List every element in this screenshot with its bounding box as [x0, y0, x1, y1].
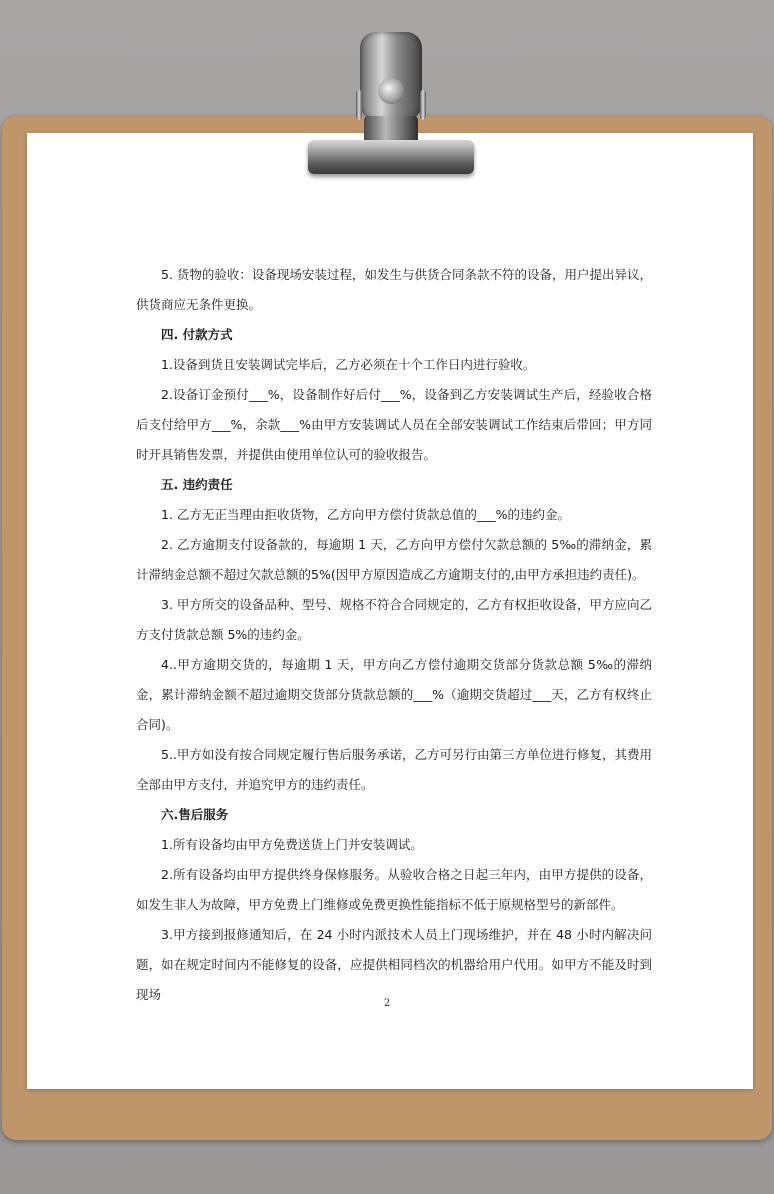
page-number: 2: [383, 998, 391, 1009]
document-body: [136, 260, 652, 1010]
paragraph-liability-5: 5..甲方如没有按合同规定履行售后服务承诺，乙方可另行由第三方单位进行修复，其费用全部由甲方支付，并追究甲方的违约责任。: [136, 747, 652, 792]
paragraph-after-sales-1: 1.所有设备均由甲方免费送货上门并安装调试。: [161, 837, 423, 852]
paragraph-after-sales-3: 3.甲方接到报修通知后，在 24 小时内派技术人员上门现场维护，并在 48 小时内解决问题，如在规定时间内不能修复的设备，应提供相同档次的机器给用户代用。如甲方不能及时到现场: [136, 927, 652, 1002]
clip-wire-right: [420, 90, 426, 120]
clip-hole: [378, 78, 404, 104]
paragraph-liability-4: 4..甲方逾期交货的，每逾期 1 天，甲方向乙方偿付逾期交货部分货款总额 5‰的滞纳金，累计滞纳金额不超过逾期交货部分货款总额的___%（逾期交货超过___天，乙方有权终止合同)。: [136, 657, 652, 732]
heading-payment: 四. 付款方式: [161, 327, 233, 342]
paragraph-liability-1: 1. 乙方无正当理由拒收货物，乙方向甲方偿付货款总值的___%的违约金。: [161, 507, 571, 522]
clip-wire-left: [356, 90, 362, 120]
paragraph-payment-1: 1.设备到货且安装调试完毕后，乙方必须在十个工作日内进行验收。: [161, 357, 536, 372]
binder-clip: [300, 28, 480, 178]
clip-ring: [360, 32, 422, 120]
paragraph-liability-3: 3. 甲方所交的设备品种、型号、规格不符合合同规定的，乙方有权拒收设备，甲方应向乙方支付货款总额 5%的违约金。: [136, 597, 652, 642]
paragraph-after-sales-2: 2.所有设备均由甲方提供终身保修服务。从验收合格之日起三年内，由甲方提供的设备，如发生非人为故障，甲方免费上门维修或免费更换性能指标不低于原规格型号的新部件。: [136, 867, 652, 912]
heading-after-sales: 六.售后服务: [161, 807, 229, 822]
paragraph-payment-2: 2.设备订金预付___%，设备制作好后付___%，设备到乙方安装调试生产后，经验收合格后支付给甲方___%，余款___%由甲方安装调试人员在全部安装调试工作结束后带回；甲方同时开具销售发票，并提供由使用单位认可的验收报告。: [136, 387, 652, 462]
heading-liability: 五. 违约责任: [161, 477, 233, 492]
paragraph-acceptance: 5. 货物的验收：设备现场安装过程，如发生与供货合同条款不符的设备，用户提出异议，供货商应无条件更换。: [136, 267, 652, 312]
paragraph-liability-2: 2. 乙方逾期支付设备款的，每逾期 1 天，乙方向甲方偿付欠款总额的 5‰的滞纳金，累计滞纳金总额不超过欠款总额的5%(因甲方原因造成乙方逾期支付的,由甲方承担违约责任)。: [136, 537, 652, 582]
clip-base: [308, 140, 474, 174]
